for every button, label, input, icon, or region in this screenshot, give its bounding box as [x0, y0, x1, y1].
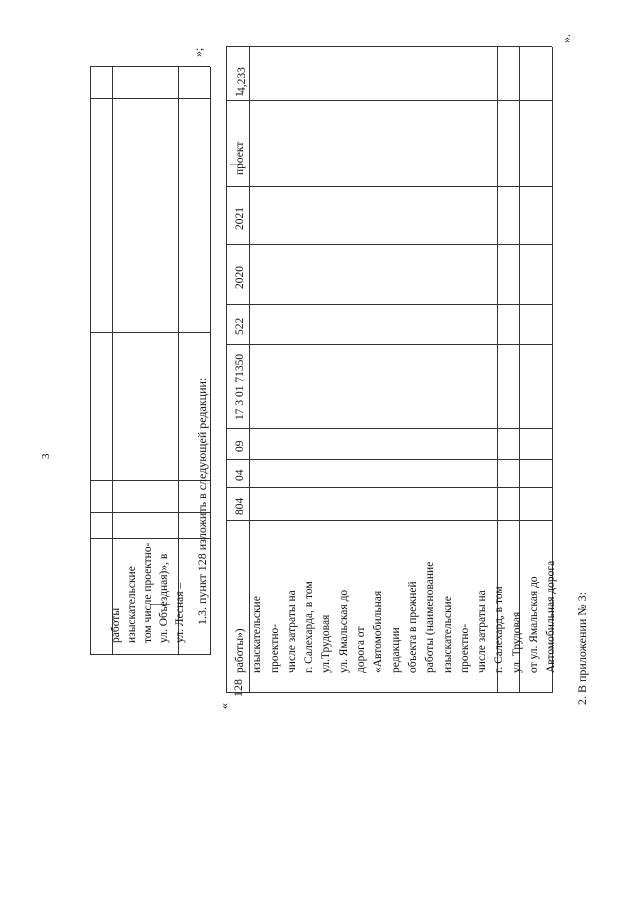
row-name-line: ул.Трудовая [320, 614, 333, 673]
target-article-code: 17 3 01 71350 [234, 353, 246, 420]
row-name-line: от ул. Ямальская до [528, 576, 541, 673]
prev-row-name-line: работы [110, 607, 122, 643]
prev-row-name-line: ул. Лесная – [174, 582, 186, 643]
prev-row-name-line: изыскательские [126, 566, 138, 643]
row-name-line: Автомобильная дорога [545, 560, 558, 673]
subsection-code: 09 [234, 440, 246, 452]
prev-row-closing: »; [191, 47, 205, 57]
object-count: 1 [234, 91, 246, 97]
row-name-line: дорога от [355, 626, 368, 673]
row-name-line: проектно- [268, 623, 281, 673]
row-name-line: работы (наименование [424, 561, 437, 673]
row-name-line: проектно- [458, 623, 471, 673]
year-end: 2021 [234, 207, 246, 230]
appendix-text: 2. В приложении № 3: [575, 591, 589, 705]
row-name-line: объекта в прежней [406, 581, 419, 673]
row-name-line: ул. Трудовая [510, 611, 523, 673]
row-name-line: работы») [234, 628, 246, 673]
row-name-line: редакции [389, 627, 402, 673]
row-name-line: изыскательские [441, 596, 454, 673]
stage: проект [234, 141, 246, 175]
grbs-code: 804 [234, 497, 246, 515]
row-name-line: числе затраты на [476, 590, 489, 673]
year-start: 2020 [234, 266, 246, 289]
row-closing: ». [559, 34, 573, 43]
amount: 4,233 [236, 67, 248, 93]
prev-row-name [108, 543, 188, 643]
row-name-line: г. Салехарда, в том [303, 581, 316, 673]
expense-type-code: 522 [234, 317, 246, 335]
prev-row-name-line: ул. Объездная)», в [158, 553, 170, 643]
row-name-line: числе затраты на [285, 590, 298, 673]
instruction-text: 1.3. пункт 128 изложить в следующей редакции: [195, 377, 209, 625]
open-quote: « [217, 703, 231, 709]
row-name-line: ул. Ямальская до [337, 589, 350, 673]
row-name [232, 561, 561, 673]
prev-row-name-line: том числе проектно- [142, 542, 154, 643]
page-number: 3 [40, 453, 52, 459]
row-name-line: г. Салехард, в том [493, 586, 506, 673]
row-number: 128 [231, 679, 245, 697]
row-name-line: «Автомобильная [372, 590, 385, 673]
row-name-line: изыскательские [251, 596, 264, 673]
section-code: 04 [234, 469, 246, 481]
